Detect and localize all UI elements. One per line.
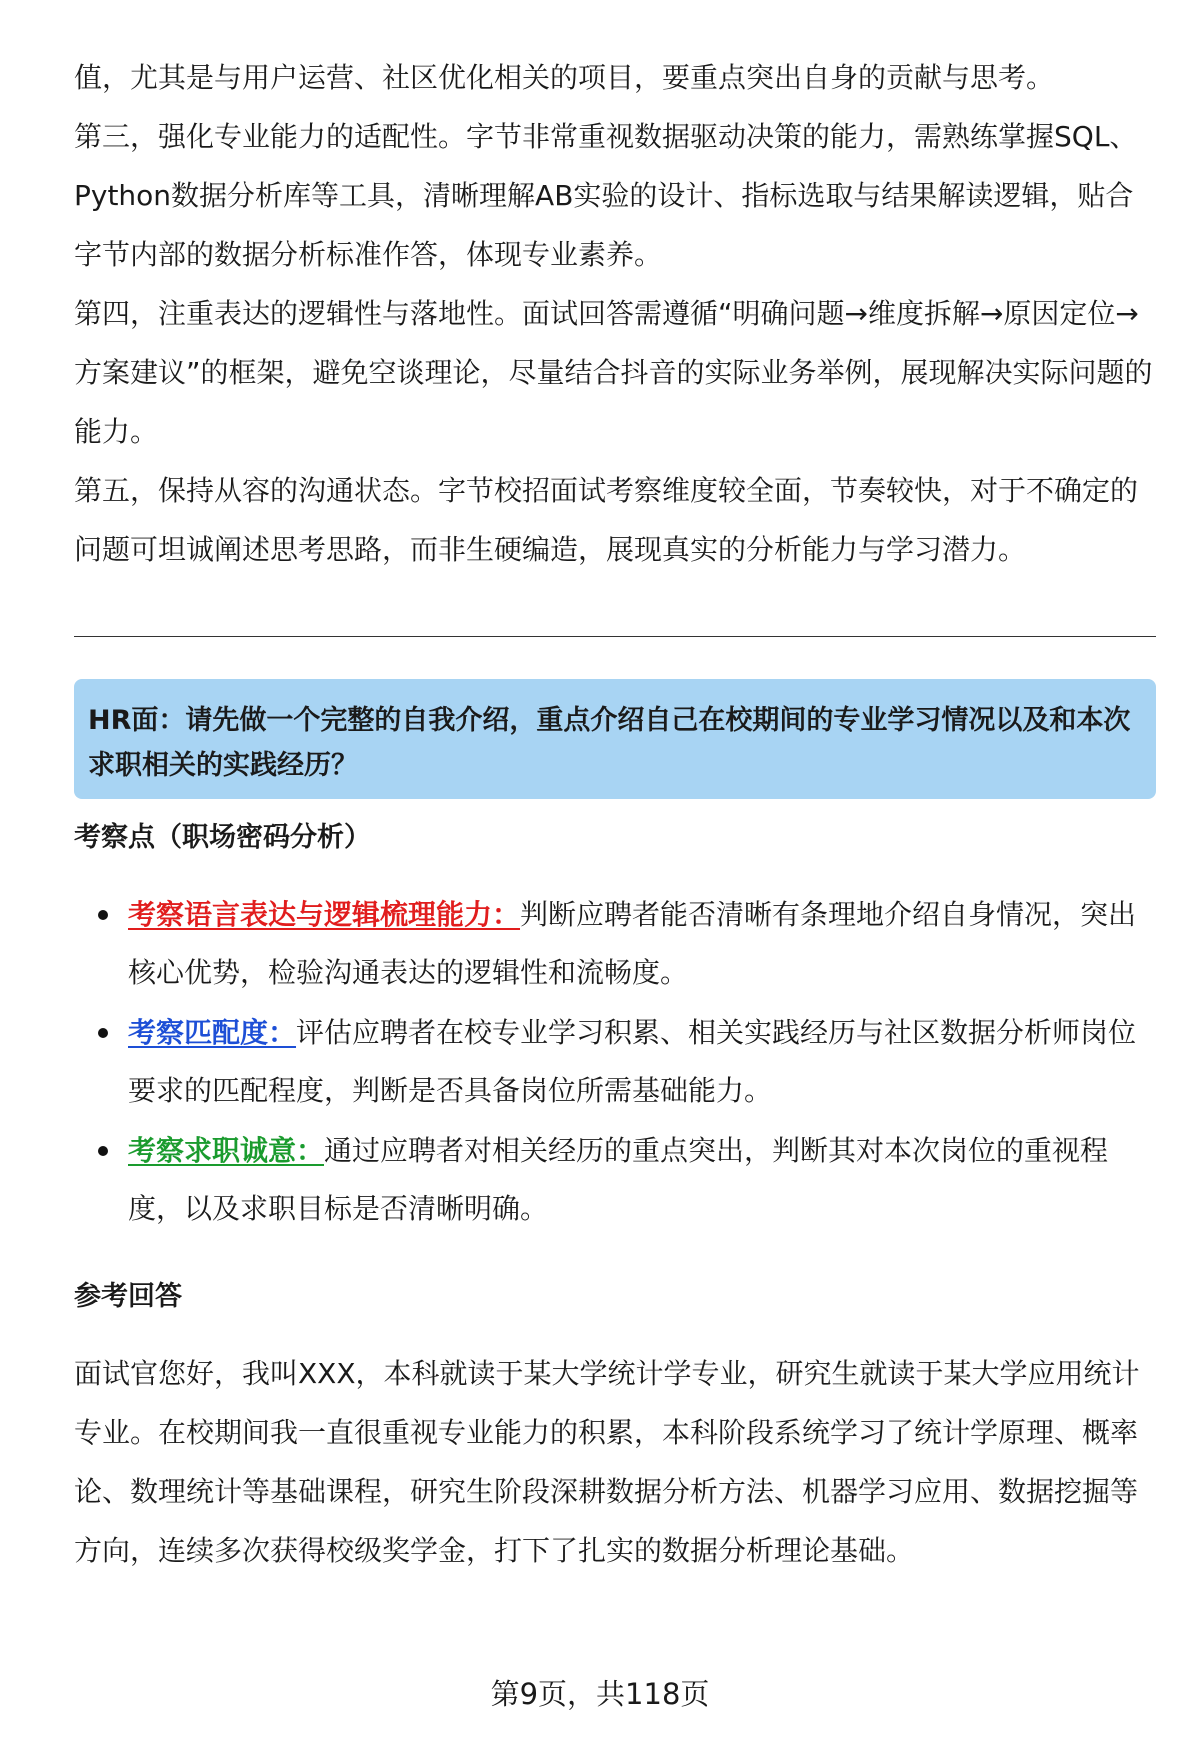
divider (74, 636, 1156, 637)
point-text: 判断应聘者能否清晰有条理地介绍自身情况，突出核心优势，检验沟通表达的逻辑性和流畅度。 (128, 898, 1137, 989)
list-item (74, 1122, 1156, 1238)
assessment-heading: 考察点（职场密码分析） (74, 822, 371, 853)
point-keyword: 考察语言表达与逻辑梳理能力： (128, 898, 521, 931)
paragraph: 第五，保持从容的沟通状态。字节校招面试考察维度较全面，节奏较快，对于不确定的问题可坦诚阐述思考思路，而非生硬编造，展现真实的分析能力与学习潜力。 (74, 474, 1139, 566)
answer-heading: 参考回答 (74, 1281, 182, 1312)
bullet-icon (98, 1146, 108, 1156)
paragraph: 第三，强化专业能力的适配性。字节非常重视数据驱动决策的能力，需熟练掌握SQL、Python数据分析库等工具，清晰理解AB实验的设计、指标选取与结果解读逻辑，贴合字节内部的数据分析标准作答，体现专业素养。 (74, 120, 1138, 271)
point-keyword: 考察匹配度： (128, 1016, 297, 1049)
paragraph: 值，尤其是与用户运营、社区优化相关的项目，要重点突出自身的贡献与思考。 (74, 61, 1055, 94)
question-text: HR面：请先做一个完整的自我介绍，重点介绍自己在校期间的专业学习情况以及和本次求职相关的实践经历？ (88, 705, 1131, 781)
top-text (74, 48, 1156, 579)
point-text: 评估应聘者在校专业学习积累、相关实践经历与社区数据分析师岗位要求的匹配程度，判断是否具备岗位所需基础能力。 (128, 1016, 1137, 1107)
page-number: 第9页，共118页 (490, 1677, 710, 1711)
answer-text: 面试官您好，我叫XXX，本科就读于某大学统计学专业，研究生就读于某大学应用统计专业。在校期间我一直很重视专业能力的积累，本科阶段系统学习了统计学原理、概率论、数理统计等基础课程，研究生阶段深耕数据分析方法、机器学习应用、数据挖掘等方向，连续多次获得校级奖学金，打下了扎实的数据分析理论基础。 (74, 1357, 1140, 1567)
bullet-icon (98, 1028, 108, 1038)
point-text: 通过应聘者对相关经历的重点突出，判断其对本次岗位的重视程度，以及求职目标是否清晰明确。 (128, 1134, 1109, 1225)
paragraph: 第四，注重表达的逻辑性与落地性。面试回答需遵循“明确问题→维度拆解→原因定位→方案建议”的框架，避免空谈理论，尽量结合抖音的实际业务举例，展现解决实际问题的能力。 (74, 297, 1153, 448)
list-item (74, 886, 1156, 1002)
point-keyword: 考察求职诚意： (128, 1134, 325, 1167)
question-box (74, 679, 1156, 799)
bullet-icon (98, 910, 108, 920)
list-item (74, 1004, 1156, 1120)
assessment-list (74, 886, 1156, 1240)
